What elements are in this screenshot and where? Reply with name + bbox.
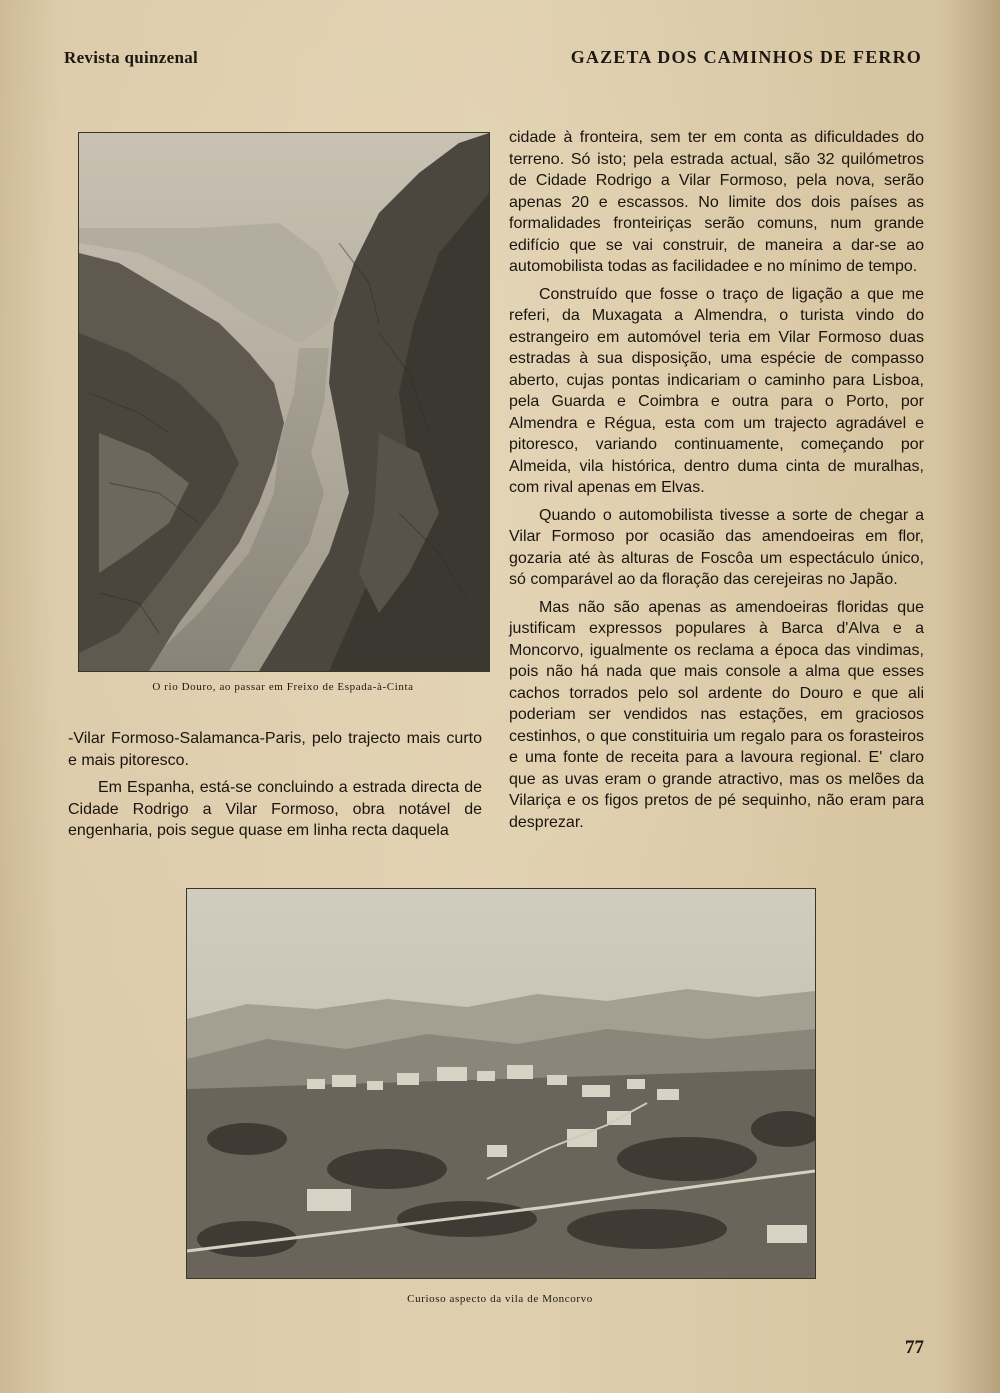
moncorvo-village-photo <box>186 888 816 1279</box>
paragraph: Em Espanha, está-se concluindo a estrada directa de Cidade Rodrigo a Vilar Formoso, obra notável de engenharia, pois segue quase em linha recta daquela <box>68 779 482 839</box>
right-text-column <box>509 127 924 839</box>
left-text-column <box>68 728 482 848</box>
running-header-left: Revista quinzenal <box>64 48 199 67</box>
running-header-right: GAZETA DOS CAMINHOS DE FERRO <box>570 47 922 67</box>
douro-river-photo <box>78 132 490 672</box>
page-number: 77 <box>905 1337 924 1358</box>
douro-photo-caption: O rio Douro, ao passar em Freixo de Espada-à-Cinta <box>152 681 414 693</box>
paragraph: Quando o automobilista tivesse a sorte de chegar a Vilar Formoso por ocasião das amendoeiras em flor, gozaria até às alturas de Foscôa um espectáculo único, só comparável ao da floração das cerejeiras no Japão. <box>509 506 924 588</box>
paragraph: Construído que fosse o traço de ligação a que me referi, da Muxagata a Almendra, o turista vindo do estrangeiro em automóvel teria em Vilar Formoso duas estradas à sua disposição, uma espécie de compasso aberto, cujas pontas indicariam o caminho para Lisboa, pela Guarda e Coimbra e outra para o Porto, por Almendra e Régua, esta com um trajecto agradável e pitoresco, variando continuamente, começando por Almeida, vila histórica, dentro duma cinta de muralhas, com rival apenas em Elvas. <box>509 285 924 496</box>
paragraph: Mas não são apenas as amendoeiras floridas que justificam expressos populares à Barca d'Alva e a Moncorvo, igualmente os reclama a época das vindimas, pois não há nada que mais console a alma que esses cachos torrados pelo sol ardente do Douro e que ali poderiam ser vendidos nas estações, em graciosos cestinhos, o que constituiria um regalo para os forasteiros e uma fonte de receita para a lavoura regional. E' claro que as uvas eram o grande atractivo, mas os melões da Vilariça e os figos pretos de pé sequinho, não eram para desprezar. <box>509 598 924 831</box>
paragraph: -Vilar Formoso-Salamanca-Paris, pelo trajecto mais curto e mais pitoresco. <box>68 730 482 769</box>
moncorvo-photo-caption: Curioso aspecto da vila de Moncorvo <box>407 1293 593 1305</box>
paragraph: cidade à fronteira, sem ter em conta as dificuldades do terreno. Só isto; pela estrada actual, são 32 quilómetros de Cidade Rodrigo a Vilar Formoso, pela nova, serão apenas 20 e escassos. No limite dos dois países as formalidades fronteiriças serão comuns, num grande edifício que se vai construir, de maneira a dar-se ao automobilista todas as facilidadee e no mínimo de tempo. <box>509 129 924 275</box>
